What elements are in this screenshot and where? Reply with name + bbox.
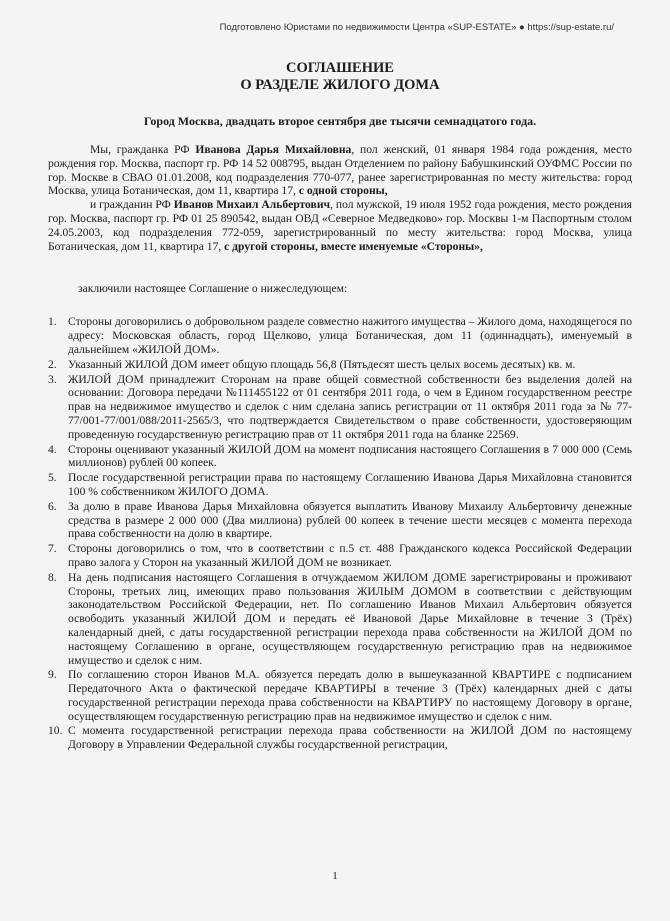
clause-text: Стороны договорились о том, что в соответствии с п.5 ст. 488 Гражданского кодекса Российской Федерации право залога у Сторон на указанный ЖИЛОЙ ДОМ не возникает.	[68, 542, 632, 569]
header-note: Подготовлено Юристами по недвижимости Центра «SUP-ESTATE» ● https://sup-estate.ru/	[219, 22, 614, 33]
city-date: Город Москва, двадцать второе сентября две тысячи семнадцатого года.	[143, 114, 537, 128]
clause-text: По соглашению сторон Иванов М.А. обязуется передать долю в вышеуказанной КВАРТИРЕ с подписанием Передаточного Акта о фактической передаче КВАРТИРЫ в течение 3 (Трёх) календарных дней с даты государственной регистрации перехода права собственности на КВАРТИРУ по настоящему Договору в органе, осуществляющем государственную регистрацию прав на недвижимое имущество и сделок с ним.	[68, 668, 632, 723]
clause-number: 2.	[48, 357, 57, 371]
clause-item	[48, 668, 632, 723]
party-2-pre: и гражданин РФ	[90, 198, 174, 212]
clause-number: 10.	[48, 724, 63, 738]
clause-item	[48, 373, 632, 442]
clause-item	[48, 358, 632, 372]
clauses-list	[48, 315, 632, 752]
clause-number: 8.	[48, 570, 57, 584]
clause-text: На день подписания настоящего Соглашения в отчуждаемом ЖИЛОМ ДОМЕ зарегистрированы и проживают Стороны, третьих лиц, имеющих право пользования ЖИЛЫМ ДОМОМ в соответствии с действующим законодательством Российской Федерации, нет. По соглашению Иванов Михаил Альбертович обязуется освободить указанный ЖИЛОЙ ДОМ и передать её Ивановой Дарье Михайловне в течение 3 (Трёх) календарный дней, с даты государственной регистрации перехода права собственности на ЖИЛОЙ ДОМ по настоящему Соглашению в органе, осуществляющем государственную регистрацию прав на недвижимое имущество и сделок с ним.	[68, 570, 632, 667]
party-2-name: Иванов Михаил Альбертович	[173, 198, 331, 212]
clause-text: Стороны оценивают указанный ЖИЛОЙ ДОМ на момент подписания настоящего Соглашения в 7 000 000 (Семь миллионов) рублей 00 копеек.	[68, 442, 632, 470]
clause-text: За долю в праве Иванова Дарья Михайловна обязуется выплатить Иванову Михаилу Альбертовичу денежные средства в размере 2 000 000 (Два миллиона) рублей 00 копеек в течение шести месяцев с момента перехода права собственности на долю в квартире.	[68, 499, 632, 541]
clause-number: 7.	[48, 542, 57, 556]
clause-number: 4.	[48, 442, 57, 456]
clause-number: 3.	[48, 372, 57, 386]
party-2-paragraph	[48, 198, 632, 253]
concluded-line: заключили настоящее Соглашение о нижеследующем:	[78, 282, 348, 296]
party-1-name: Иванова Дарья Михайловна	[195, 143, 352, 156]
clause-item	[48, 542, 632, 570]
clause-item	[48, 315, 632, 356]
clause-item	[48, 443, 632, 471]
party-2-details: , пол мужской, 19 июля 1952 года рождения, место рождения гор. Москва, паспорт гр. РФ 01 25 890542, выдан ОВД «Северное Медведково» гор. Москвы 1-м Паспортным столом 24.05.2003, код подразделения 772-059, зарегистрированный по месту жительства: город Москва, улица Ботаническая, дом 11, квартира 17,	[48, 198, 632, 253]
party-1-side: с одной стороны,	[298, 184, 388, 198]
clause-text: После государственной регистрации права по настоящему Соглашению Иванова Дарья Михайловна становится 100 % собственником ЖИЛОГО ДОМА.	[68, 471, 632, 498]
title-line-2: О РАЗДЕЛЕ ЖИЛОГО ДОМА	[240, 77, 440, 93]
clause-item	[48, 571, 632, 668]
party-1-pre: Мы, гражданка РФ	[90, 143, 196, 156]
party-1-details: , пол женский, 01 января 1984 года рождения, место рождения гор. Москва, паспорт гр. РФ 14 52 008795, выдан Отделением по району Бабушкинский ОУФМС России по гор. Москве в СВАО 01.01.2008, код подразделения 770-077, ранее зарегистрированная по месту жительства: город Москва, улица Ботаническая, дом 11, квартира 17,	[48, 143, 632, 198]
page-number: 1	[332, 870, 338, 882]
clause-item	[48, 724, 632, 752]
clause-text: Стороны договорились о добровольном разделе совместно нажитого имущества – Жилого дома, находящегося по адресу: Московская область, город Щелково, улица Ботаническая, дом 11 (одиннадцать), именуемый в дальнейшем «ЖИЛОЙ ДОМ».	[68, 315, 632, 356]
party-1-paragraph	[48, 143, 632, 198]
title-line-1: СОГЛАШЕНИЕ	[286, 60, 394, 76]
document-title	[48, 60, 632, 94]
clause-number: 6.	[48, 499, 57, 513]
clause-number: 1.	[48, 315, 57, 329]
clause-text: Указанный ЖИЛОЙ ДОМ имеет общую площадь 56,8 (Пятьдесят шесть целых восемь десятых) кв. м.	[68, 357, 576, 371]
clause-item	[48, 471, 632, 499]
clause-item	[48, 500, 632, 541]
clause-number: 5.	[48, 471, 57, 485]
clause-text: ЖИЛОЙ ДОМ принадлежит Сторонам на праве общей совместной собственности без выделения долей на основании: Договора передачи №111455122 от 01 сентября 2011 года, о чем в Едином государственном реестре прав на недвижимое имущество и сделок с ним сделана запись регистрации от 11 октября 2011 года за № 77-77/001-77/001/088/2011-2565/3, что подтверждается Свидетельством о праве собственности, удостоверяющим проведенную государственную регистрацию прав от 11 октября 2011 года на бланке 22569.	[68, 372, 632, 441]
clause-text: С момента государственной регистрации перехода права собственности на ЖИЛОЙ ДОМ по настоящему Договору в Управлении Федеральной службы государственной регистрации,	[68, 724, 632, 752]
party-2-side: с другой стороны, вместе именуемые «Стороны»,	[224, 239, 483, 253]
clause-number: 9.	[48, 668, 57, 682]
